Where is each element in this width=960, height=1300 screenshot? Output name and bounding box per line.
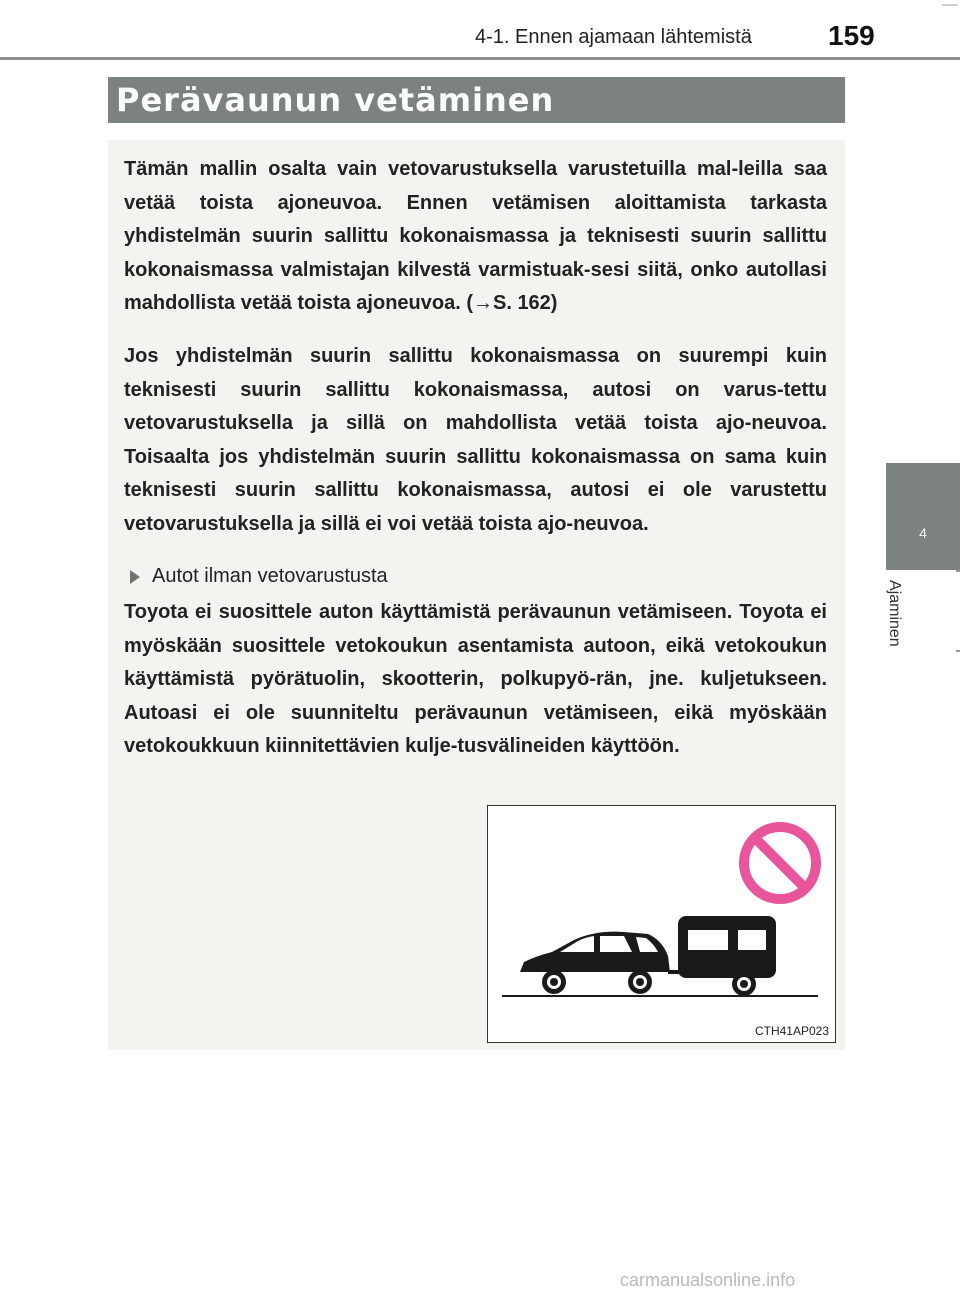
header-rule [0,57,960,60]
chapter-number: 4 [919,525,927,541]
watermark: carmanualsonline.info [620,1270,796,1290]
paragraph-toyota-advice: Toyota ei suosittele auton käyttämistä perävaunun vetämiseen. Toyota ei myöskään suosittele vetokoukun asentamista autoon, eikä vetokoukun käyttämistä pyörätuolin, skootterin, polkupyö-rän, jne. kuljetukseen. Autoasi ei ole suunniteltu perävaunun vetämiseen, eikä myöskään vetokoukkuun kiinnitettävien kulje-tusvälineiden käyttöön. [124,601,827,757]
section-title: Perävaunun vetäminen [116,81,555,119]
chapter-label-text: Ajaminen [886,580,903,647]
header-section-title: 4-1. Ennen ajamaan lähtemistä [475,26,752,48]
margin-tick [956,650,960,652]
bullet-heading [130,565,388,588]
car-towing-trailer-illustration [488,806,835,1042]
paragraph-mass-rules: Jos yhdistelmän suurin sallittu kokonaismassa on suurempi kuin teknisesti suurin sallittu kokonaismassa, autosi on varus-tettu vetovarustuksella ja sillä on mahdollista vetää toista ajo-neuvoa. Toisaalta jos yhdistelmän suurin sallittu kokonaismassa on sama kuin teknisesti suurin sallittu kokonaismassa, autosi ei ole varustettu vetovarustuksella ja sillä ei voi vetää toista ajo-neuvoa. [124,345,827,535]
content-box [108,140,845,1050]
trailer-icon [678,916,776,996]
margin-tick [956,570,960,572]
figure-code: CTH41AP023 [754,1024,829,1038]
car-icon [520,932,682,994]
triangle-bullet-icon [130,570,140,584]
prohibition-icon [744,827,816,899]
chapter-tab [886,463,960,570]
header-tick [942,4,958,6]
section-title-bar [108,77,845,123]
chapter-label [885,580,925,670]
towing-illustration [487,805,836,1043]
page-number: 159 [828,20,875,51]
bullet-heading-text: Autot ilman vetovarustusta [152,565,388,587]
paragraph-intro: Tämän mallin osalta vain vetovarustuksella varustetuilla mal-leilla saa vetää toista ajoneuvoa. Ennen vetämisen aloittamista tarkasta yhdistelmän suurin sallittu kokonaismassa ja teknisesti suurin sallittu kokonaismassa valmistajan kilvestä varmistuak-sesi siitä, onko autollasi mahdollista vetää toista ajoneuvoa. (→S. 162) [124,158,827,314]
